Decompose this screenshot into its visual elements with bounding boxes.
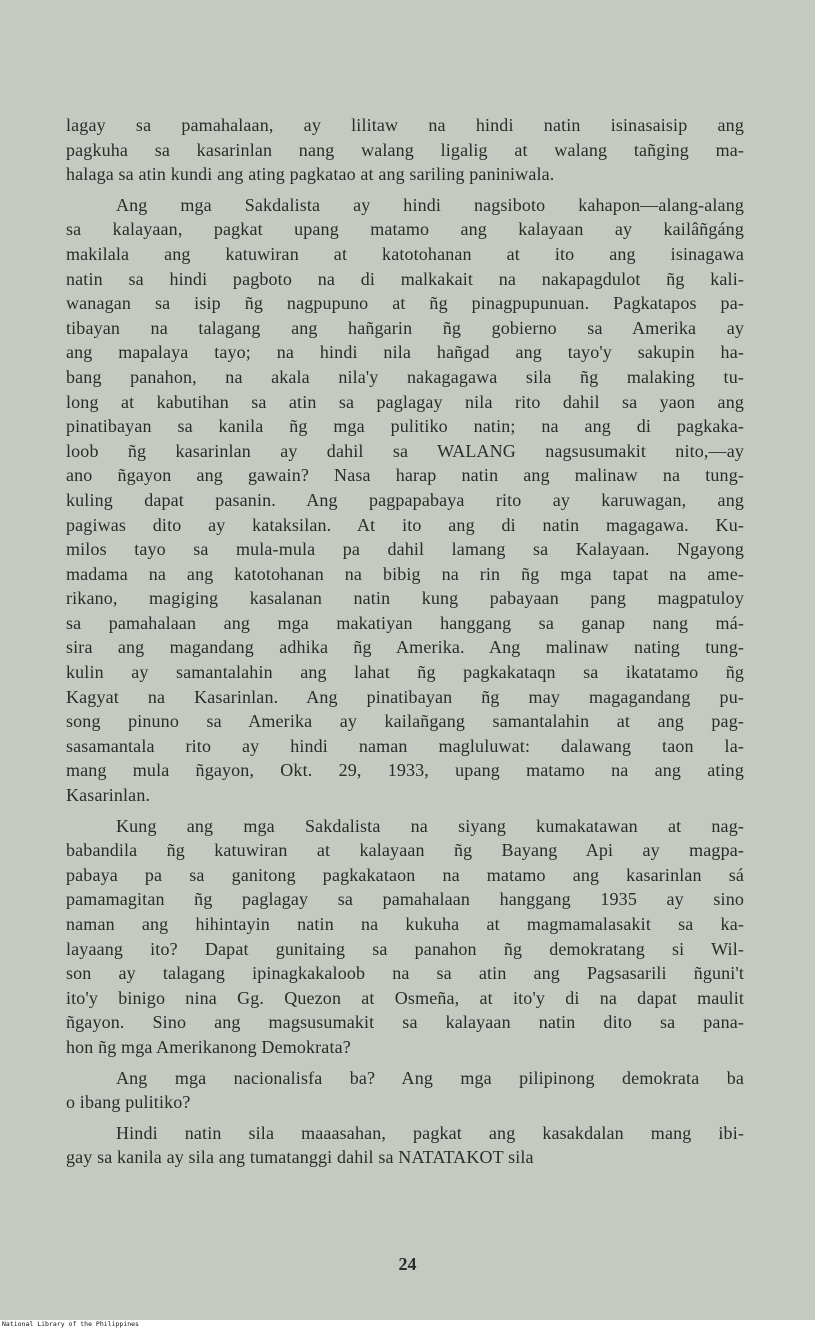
text-line: pinatibayan sa kanila ñg mga pulitiko natin; na ang di pagkaka- xyxy=(66,416,744,437)
text-line: o ibang pulitiko? xyxy=(66,1092,191,1113)
text-line: loob ñg kasarinlan ay dahil sa WALANG nagsusumakit nito,—ay xyxy=(66,440,744,461)
text-line: ano ñgayon ang gawain? Nasa harap natin ang malinaw na tung- xyxy=(66,465,744,486)
text-line: makilala ang katuwiran at katotohanan at ito ang isinagawa xyxy=(66,243,744,264)
text-line: bang panahon, na akala nila'y nakagagawa sila ñg malaking tu- xyxy=(66,366,744,387)
page-body xyxy=(66,113,744,1170)
text-line: pagkuha sa kasarinlan nang walang ligalig at walang tañging ma- xyxy=(66,139,744,160)
paragraph xyxy=(66,1121,744,1170)
text-line: mang mula ñgayon, Okt. 29, 1933, upang matamo na ang ating xyxy=(66,760,744,781)
text-line: song pinuno sa Amerika ay kailañgang samantalahin at ang pag- xyxy=(66,711,744,732)
text-line: naman ang hihintayin natin na kukuha at magmamalasakit sa ka- xyxy=(66,914,744,934)
text-line: sira ang magandang adhika ñg Amerika. Ang malinaw nating tung- xyxy=(66,637,744,658)
text-line: sa pamahalaan ang mga makatiyan hanggang sa ganap nang má- xyxy=(66,612,744,633)
paragraph xyxy=(66,814,744,1060)
text-line: madama na ang katotohanan na bibig na rin ñg mga tapat na ame- xyxy=(66,563,744,584)
text-line: sa kalayaan, pagkat upang matamo ang kalayaan ay kailâñgáng xyxy=(66,219,744,240)
text-line: Ang mga Sakdalista ay hindi nagsiboto kahapon—alang-alang xyxy=(116,194,744,215)
text-line: kulin ay samantalahin ang lahat ñg pagkakataqn sa ikatatamo ñg xyxy=(66,662,744,683)
text-line: gay sa kanila ay sila ang tumatanggi dahil sa NATATAKOT sila xyxy=(66,1147,534,1168)
text-line: tibayan na talagang ang hañgarin ñg gobierno sa Amerika ay xyxy=(66,317,744,338)
text-line: kuling dapat pasanin. Ang pagpapabaya rito ay karuwagan, ang xyxy=(66,489,744,510)
paragraph xyxy=(66,1066,744,1115)
text-line: ñgayon. Sino ang magsusumakit sa kalayaan natin dito sa pana- xyxy=(66,1012,744,1033)
text-line: wanagan sa isip ñg nagpupuno at ñg pinagpupunuan. Pagkatapos pa- xyxy=(66,293,744,314)
text-line: sasamantala rito ay hindi naman magluluwat: dalawang taon la- xyxy=(66,735,744,756)
page-number: 24 xyxy=(398,1254,417,1274)
text-line: rikano, magiging kasalanan natin kung pabayaan pang magpatuloy xyxy=(66,588,744,609)
text-line: pagiwas dito ay kataksilan. At ito ang di natin magagawa. Ku- xyxy=(66,514,744,535)
text-line: lagay sa pamahalaan, ay lilitaw na hindi natin isinasaisip ang xyxy=(66,115,744,135)
text-line: Ang mga nacionalisfa ba? Ang mga pilipinong demokrata ba xyxy=(116,1067,744,1088)
paragraph xyxy=(66,193,744,808)
text-line: pamamagitan ñg paglagay sa pamahalaan hanggang 1935 ay sino xyxy=(66,889,744,910)
text-line: Hindi natin sila maaasahan, pagkat ang kasakdalan mang ibi- xyxy=(116,1122,744,1143)
text-line: ito'y binigo nina Gg. Quezon at Osmeña, at ito'y di na dapat maulit xyxy=(66,987,744,1008)
text-line: Kagyat na Kasarinlan. Ang pinatibayan ñg may magagandang pu- xyxy=(66,686,744,707)
text-line: layaang ito? Dapat gunitaing sa panahon ñg demokratang si Wil- xyxy=(66,938,744,959)
text-line: milos tayo sa mula-mula pa dahil lamang sa Kalayaan. Ngayong xyxy=(66,539,744,560)
text-line: Kung ang mga Sakdalista na siyang kumakatawan at nag- xyxy=(116,815,744,836)
text-line: long at kabutihan sa atin sa paglagay nila rito dahil sa yaon ang xyxy=(66,391,744,412)
text-line: hon ñg mga Amerikanong Demokrata? xyxy=(66,1036,351,1057)
text-line: babandila ñg katuwiran at kalayaan ñg Bayang Api ay magpa- xyxy=(66,840,744,861)
text-line: ang mapalaya tayo; na hindi nila hañgad ang tayo'y sakupin ha- xyxy=(66,342,744,363)
text-line: halaga sa atin kundi ang ating pagkatao at ang sariling paniniwala. xyxy=(66,164,555,185)
library-footer: National Library of the Philippines xyxy=(2,1320,139,1328)
text-line: pabaya pa sa ganitong pagkakataon na matamo ang kasarinlan sá xyxy=(66,864,744,885)
text-line: son ay talagang ipinagkakaloob na sa atin ang Pagsasarili ñguni't xyxy=(66,963,744,984)
text-line: natin sa hindi pagboto na di malkakait na nakapagdulot ñg kali- xyxy=(66,268,744,289)
paragraph xyxy=(66,113,744,187)
text-line: Kasarinlan. xyxy=(66,785,151,806)
